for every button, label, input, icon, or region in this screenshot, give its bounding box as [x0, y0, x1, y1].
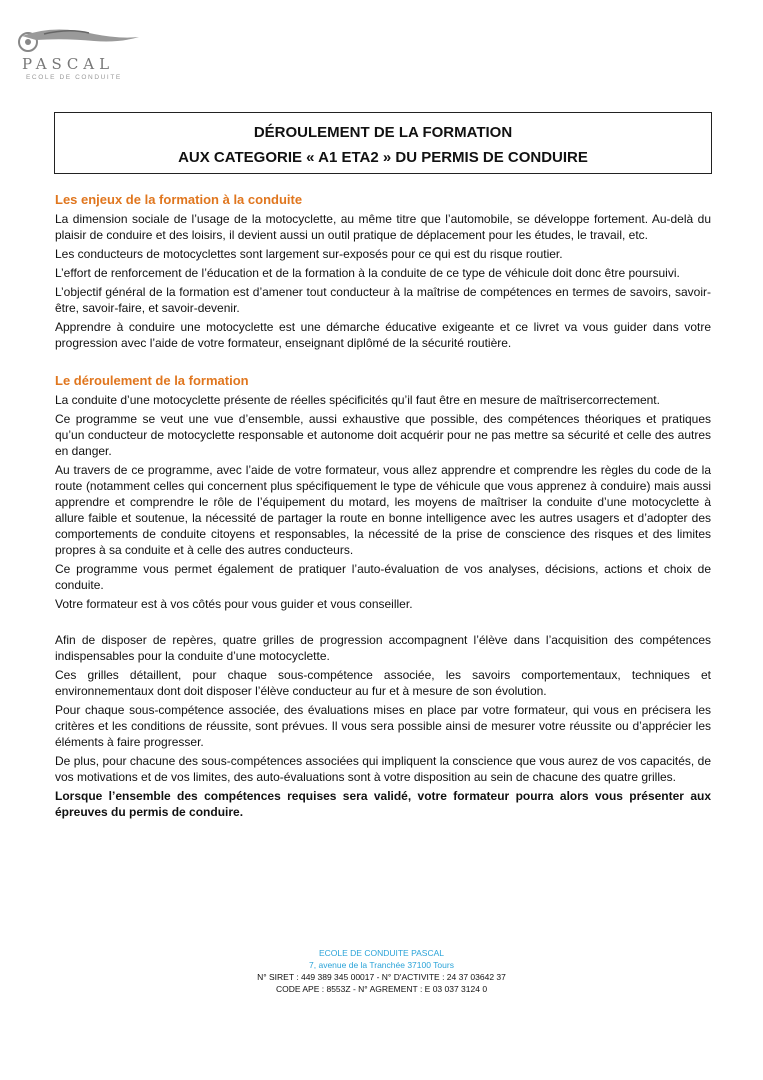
paragraph: Ce programme vous permet également de pratiquer l’auto-évaluation de vos analyses, décisions, actions et choix de conduite.: [55, 562, 711, 592]
section-heading-course: Le déroulement de la formation: [55, 373, 249, 388]
motorcycle-logo-icon: [14, 26, 144, 56]
paragraph: Au travers de ce programme, avec l’aide de votre formateur, vous allez apprendre et comprendre les règles du code de la route (notamment celles qui concernent plus spécifiquement le type de véhicule que vous apprenez à conduire) mais aussi apprendre et comprendre le rôle de l’équipement du motard, les moyens de maîtriser la conduite d’une motocyclette à allure faible et soutenue, la nécessité de partager la route en bonne intelligence avec les autres usagers et d’adopter des comportements de conduite citoyens et responsables, la nécessité de la prise de conscience des risques et des limites propres à sa conduite et à celle des autres conducteurs.: [55, 463, 711, 557]
spacer: [55, 354, 711, 372]
footer-ape: CODE APE : 8553Z - N° AGREMENT : E 03 037 3124 0: [275, 984, 488, 994]
section-heading-stakes: Les enjeux de la formation à la conduite: [55, 192, 303, 207]
footer-address: 7, avenue de la Tranchée 37100 Tours: [309, 960, 454, 970]
logo-name: PASCAL: [22, 55, 115, 73]
paragraph: Apprendre à conduire une motocyclette est une démarche éducative exigeante et ce livret va vous guider dans votre progression avec l’aide de votre formateur, enseignant diplômé de la sécurité routière.: [55, 320, 711, 350]
footer-school-name: ECOLE DE CONDUITE PASCAL: [318, 948, 444, 958]
paragraph: Ces grilles détaillent, pour chaque sous-compétence associée, les savoirs comportementaux, techniques et environnementaux dont doit disposer l’élève conducteur au fur et à mesure de son évolution.: [55, 668, 711, 698]
closing-statement: Lorsque l’ensemble des compétences requises sera validé, votre formateur pourra alors vous présenter aux épreuves du permis de conduire.: [55, 789, 711, 819]
spacer: [55, 615, 711, 632]
paragraph: Ce programme se veut une vue d’ensemble, aussi exhaustive que possible, des compétences théoriques et pratiques qu’un conducteur de motocyclette responsable et autonome doit acquérir pour ne pas mettre sa sécurité et celle des autres en danger.: [55, 412, 711, 458]
title-line-2: AUX CATEGORIE « A1 ETA2 » DU PERMIS DE CONDUIRE: [178, 149, 588, 166]
title-box: [54, 112, 712, 174]
footer-siret: N° SIRET : 449 389 345 00017 - N° D'ACTIVITE : 24 37 03642 37: [257, 972, 506, 982]
document-body: [55, 191, 711, 823]
paragraph: La conduite d’une motocyclette présente de réelles spécificités qu’il faut être en mesure de maîtrisercorrectement.: [55, 393, 660, 407]
paragraph: L’objectif général de la formation est d’amener tout conducteur à la maîtrise de compétences en termes de savoirs, savoir-être, savoir-faire, et savoir-devenir.: [55, 285, 711, 315]
school-logo: [14, 26, 144, 84]
logo-tagline: ECOLE DE CONDUITE: [26, 74, 122, 81]
paragraph: La dimension sociale de l’usage de la motocyclette, au même titre que l’automobile, se développe fortement. Au-delà du plaisir de conduire et des loisirs, il devient aussi un outil pratique de déplacement pour les études, le travail, etc.: [55, 212, 711, 242]
paragraph: De plus, pour chacune des sous-compétences associées qui impliquent la conscience que vous aurez de vos capacités, de vos motivations et de vos limites, des auto-évaluations sont à votre disposition au sein de chacune des quatre grilles.: [55, 754, 711, 784]
paragraph: Votre formateur est à vos côtés pour vous guider et vous conseiller.: [55, 597, 413, 611]
paragraph: Pour chaque sous-compétence associée, des évaluations mises en place par votre formateur, qui vous en précisera les critères et les conditions de réussite, sont prévues. Il vous sera possible ainsi de mesurer votre réussite ou d’apprécier les éléments à faire progresser.: [55, 703, 711, 749]
title-line-1: DÉROULEMENT DE LA FORMATION: [253, 124, 513, 141]
paragraph: L’effort de renforcement de l’éducation et de la formation à la conduite de ce type de véhicule doit donc être poursuivi.: [55, 266, 680, 280]
paragraph: Les conducteurs de motocyclettes sont largement sur-exposés pour ce qui est du risque routier.: [55, 247, 563, 261]
footer: [0, 947, 763, 995]
paragraph: Afin de disposer de repères, quatre grilles de progression accompagnent l’élève dans l’acquisition des compétences indispensables pour la conduite d’une motocyclette.: [55, 633, 711, 663]
